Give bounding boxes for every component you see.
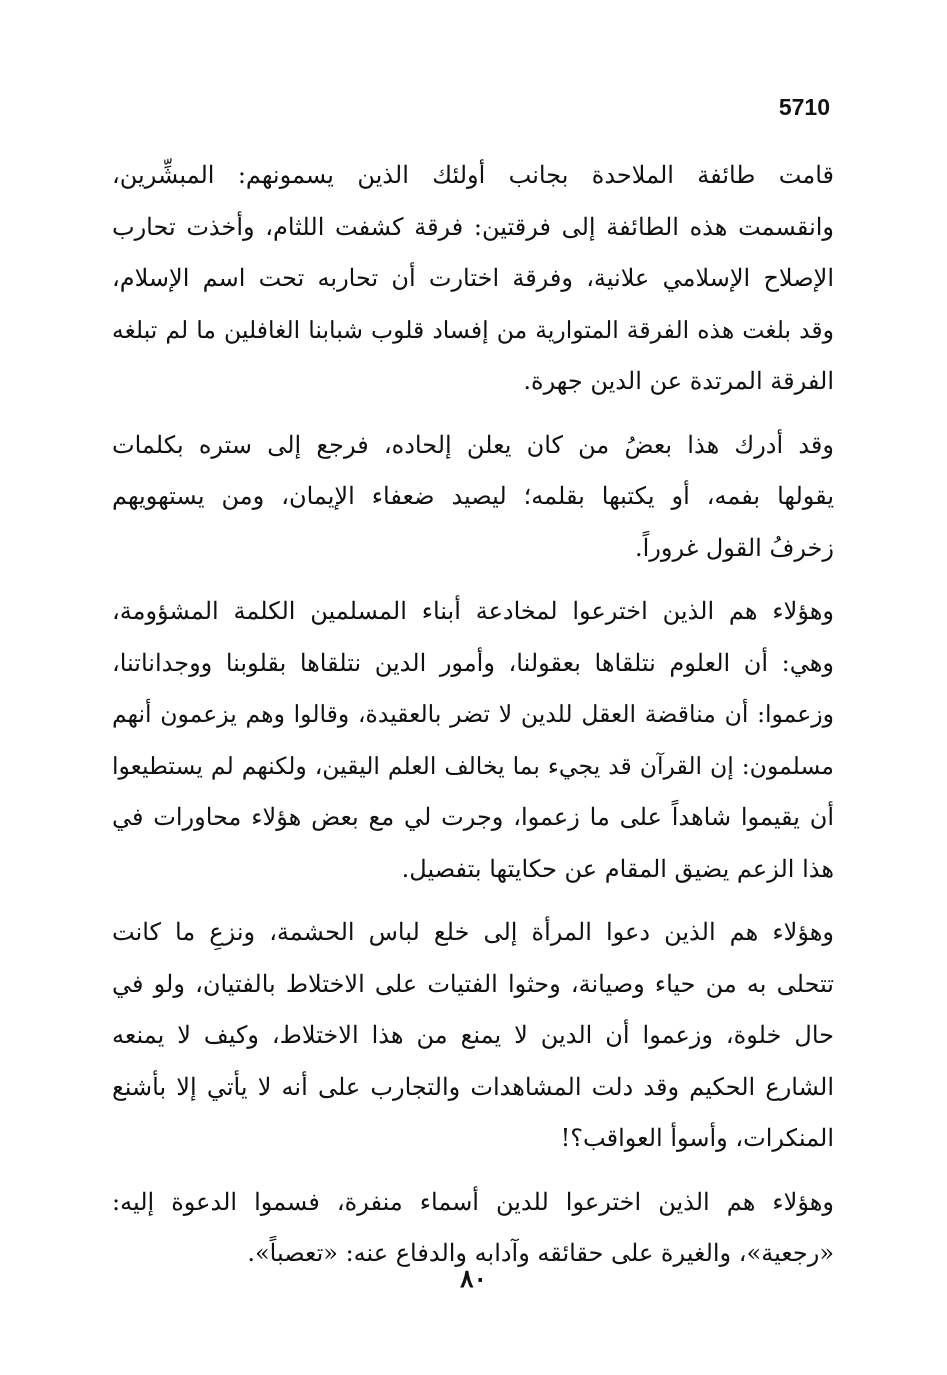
paragraph-1 [112, 150, 834, 408]
text-line: الفرقة المرتدة عن الدين جهرة. [523, 367, 834, 395]
text-line: وانقسمت هذه الطائفة إلى فرقتين: فرقة كشفت اللثام، وأخذت تحارب [112, 212, 834, 241]
text-line: «رجعية»، والغيرة على حقائقه وآدابه والدفاع عنه: «تعصباً». [247, 1239, 834, 1267]
paragraph-4 [112, 907, 834, 1165]
text-line: وقد أدرك هذا بعضُ من كان يعلن إلحاده، فرجع إلى ستره بكلمات [112, 430, 834, 459]
page-number: ٨٠ [460, 1264, 487, 1293]
text-line: حال خلوة، وزعموا أن الدين لا يمنع من هذا الاختلاط، وكيف لا يمنعه [112, 1021, 834, 1049]
text-line: الإصلاح الإسلامي علانية، وفرقة اختارت أن تحاربه تحت اسم الإسلام، [112, 264, 834, 292]
text-line: وهؤلاء هم الذين دعوا المرأة إلى خلع لباس الحشمة، ونزعِ ما كانت [112, 918, 834, 946]
text-line: وهؤلاء هم الذين اخترعوا لمخادعة أبناء المسلمين الكلمة المشؤومة، [112, 597, 834, 625]
text-line: وهي: أن العلوم نتلقاها بعقولنا، وأمور الدين نتلقاها بقلوبنا ووجداناتنا، [112, 648, 834, 677]
text-line: هذا الزعم يضيق المقام عن حكايتها بتفصيل. [401, 854, 834, 883]
reference-number: 5710 [778, 94, 830, 120]
text-line: تتحلى به من حياء وصيانة، وحثوا الفتيات على الاختلاط بالفتيان، ولو في [112, 969, 834, 998]
text-line: زخرفُ القول غروراً. [634, 533, 834, 562]
text-line: وقد بلغت هذه الفرقة المتوارية من إفساد قلوب شبابنا الغافلين ما لم تبلغه [112, 315, 834, 344]
text-line: قامت طائفة الملاحدة بجانب أولئك الذين يسمونهم: المبشِّرين، [112, 161, 834, 189]
text-line: المنكرات، وأسوأ العواقب؟! [560, 1124, 834, 1152]
text-line: الشارع الحكيم وقد دلت المشاهدات والتجارب على أنه لا يأتي إلا بأشنع [112, 1072, 834, 1101]
paragraph-2 [112, 420, 834, 575]
text-line: يقولها بفمه، أو يكتبها بقلمه؛ ليصيد ضعفاء الإيمان، ومن يستهويهم [112, 482, 834, 510]
body-text [112, 150, 834, 1292]
text-line: أن يقيموا شاهداً على ما زعموا، وجرت لي مع بعض هؤلاء محاورات في [112, 803, 834, 831]
text-line: مسلمون: إن القرآن قد يجيء بما يخالف العلم اليقين، ولكنهم لم يستطيعوا [112, 751, 834, 780]
text-line: وهؤلاء هم الذين اخترعوا للدين أسماء منفرة، فسموا الدعوة إليه: [112, 1187, 834, 1216]
text-line: وزعموا: أن مناقضة العقل للدين لا تضر بالعقيدة، وقالوا وهم يزعمون أنهم [112, 700, 834, 728]
paragraph-3 [112, 586, 834, 895]
